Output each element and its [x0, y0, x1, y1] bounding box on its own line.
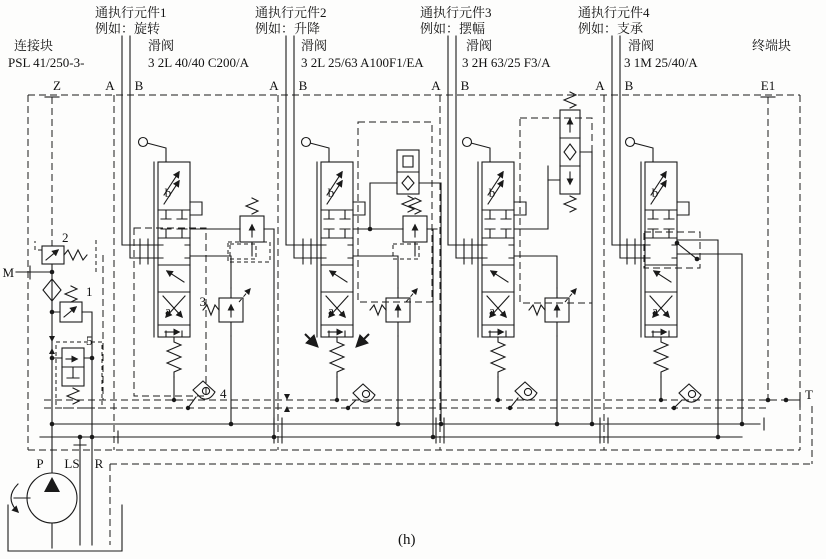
port-b1: B [134, 78, 144, 93]
actuator3-line2: 例如：摆幅 [420, 21, 486, 36]
port-b2: B [298, 78, 308, 93]
port-z: Z [53, 78, 61, 93]
valve1-pos-a: a [165, 303, 171, 318]
block-boundaries [28, 95, 812, 545]
valve4-type: 滑阀 [628, 38, 655, 53]
comp5-number: 5 [86, 333, 93, 348]
comp1-number: 1 [86, 284, 93, 299]
valve4-pos-b: b [651, 185, 659, 200]
valve1-type: 滑阀 [148, 38, 175, 53]
port-labels [2, 78, 813, 471]
actuator4-line1: 通执行元件4 [578, 5, 650, 20]
actuator1-line2: 例如：旋转 [95, 21, 161, 36]
measuring-point-2 [353, 384, 375, 402]
valve3-pos-a: a [489, 303, 495, 318]
port-a1: A [105, 78, 115, 93]
reducing-valve-1 [203, 288, 250, 336]
header-labels [8, 5, 791, 70]
valve2-pos-b: b [327, 185, 335, 200]
actuator3-line1: 通执行元件3 [420, 5, 492, 20]
valve1-pos-b: b [164, 185, 172, 200]
valve1-model: 3 2L 40/40 C200/A [148, 55, 249, 70]
valve3-type: 滑阀 [466, 38, 493, 53]
port-b3: B [460, 78, 470, 93]
measuring-point-3 [515, 382, 537, 400]
port-e1: E1 [760, 78, 776, 93]
pilot-relief-2 [35, 241, 87, 264]
port-a4: A [595, 78, 605, 93]
check-module-2 [387, 150, 431, 212]
port-m: M [2, 265, 14, 280]
section2-aux [284, 122, 441, 437]
valve4-pos-a: a [652, 303, 658, 318]
connection-block-model: PSL 41/250-3- [8, 55, 85, 70]
comp2-number: 2 [62, 230, 69, 245]
actuator4-line2: 例如：支承 [578, 21, 644, 36]
comp4-number: 4 [220, 386, 227, 401]
port-a2: A [269, 78, 279, 93]
valve3-pos-b: b [488, 185, 496, 200]
pressure-compensator-3 [548, 92, 592, 212]
valve3-model: 3 2H 63/25 F3/A [462, 55, 551, 70]
comp3-number: 3 [199, 294, 206, 309]
section1-aux [134, 198, 274, 437]
port-t: T [805, 387, 813, 402]
port-r: R [94, 456, 104, 471]
figure-caption: (h) [398, 532, 416, 548]
port-a3: A [431, 78, 441, 93]
reducing-valve-3 [529, 288, 576, 336]
valve4-model: 3 1M 25/40/A [624, 55, 698, 70]
port-p: P [36, 456, 44, 471]
end-block-label: 终端块 [752, 38, 792, 53]
port-ls: LS [64, 456, 80, 471]
connection-block-label: 连接块 [14, 38, 54, 53]
reducer-valve-5 [49, 336, 102, 408]
reducing-valve-2 [370, 288, 417, 336]
valve2-type: 滑阀 [301, 38, 328, 53]
measuring-point-4 [679, 384, 701, 402]
section3-aux [510, 92, 592, 424]
pump-icon [11, 473, 77, 523]
actuator2-line2: 例如：升降 [255, 21, 321, 36]
actuator2-line1: 通执行元件2 [255, 5, 327, 20]
port-b4: B [624, 78, 634, 93]
valve2-model: 3 2L 25/63 A100F1/EA [301, 55, 424, 70]
connection-block [16, 97, 102, 424]
pump-tank-group [8, 358, 122, 551]
valve2-pos-a: a [328, 303, 334, 318]
actuator1-line1: 通执行元件1 [95, 5, 167, 20]
